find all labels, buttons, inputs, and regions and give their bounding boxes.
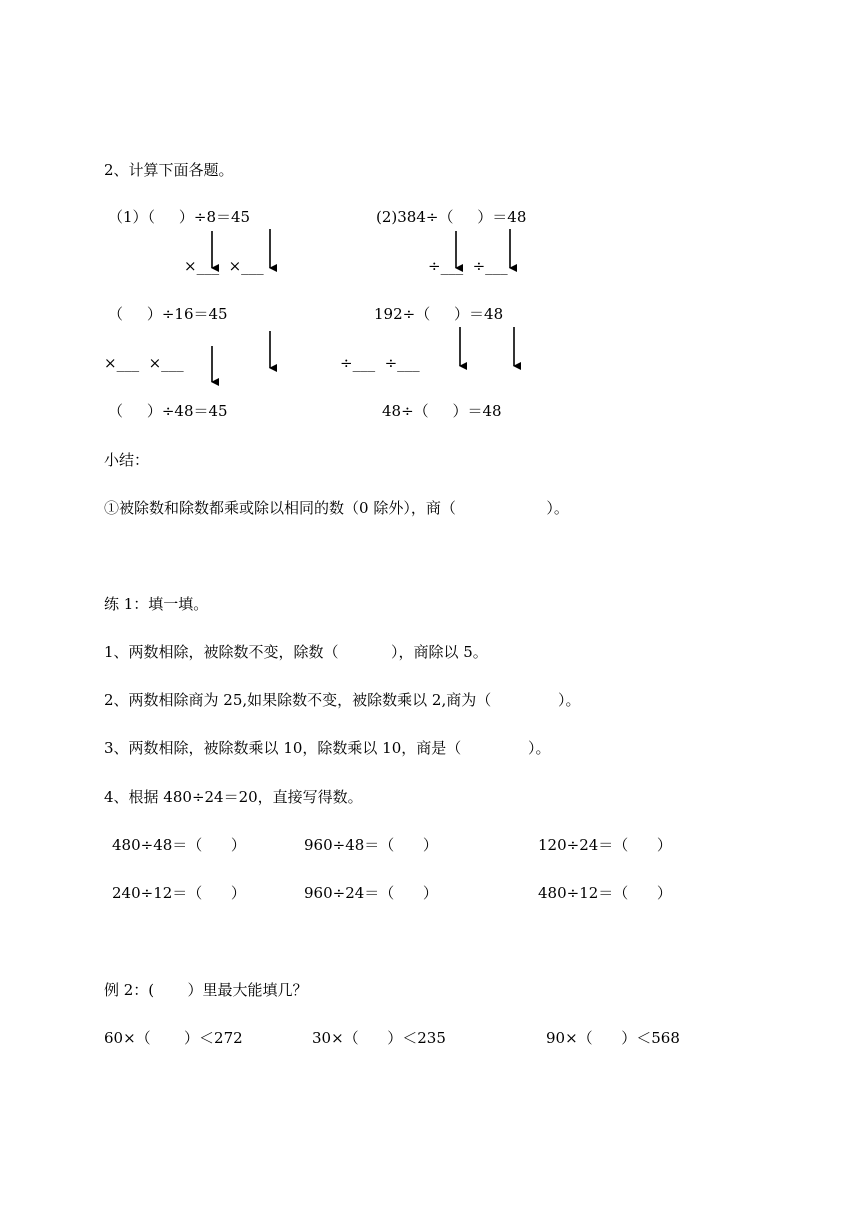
summary-title: 小结：: [104, 451, 150, 469]
problem1-operators1: ×___ ×___: [184, 257, 264, 275]
problem1-equation1: （1）（ ）÷8＝45: [108, 208, 251, 226]
problem2-operators2: ÷___ ÷___: [340, 354, 420, 372]
calc-item: 480÷48＝（ ）: [112, 836, 246, 854]
inequality-item: 60×（ ）＜272: [104, 1029, 243, 1047]
calc-item: 120÷24＝（ ）: [538, 836, 672, 854]
problem2-equation1: (2)384÷（ ）＝48: [376, 208, 527, 226]
calc-item: 960÷48＝（ ）: [304, 836, 438, 854]
problem2-equation3: 48÷（ ）＝48: [382, 402, 502, 420]
practice-question-2: 2、两数相除商为 25,如果除数不变，被除数乘以 2,商为（ ）。: [104, 691, 581, 709]
problem1-equation2: （ ）÷16＝45: [108, 305, 228, 323]
practice-question-4: 4、根据 480÷24＝20，直接写得数。: [104, 788, 363, 806]
problem2-operators1: ÷___ ÷___: [428, 257, 508, 275]
practice-title: 练 1：填一填。: [104, 595, 209, 613]
problem2-equation2: 192÷（ ）＝48: [374, 305, 504, 323]
practice-question-1: 1、两数相除，被除数不变，除数（ ），商除以 5。: [104, 643, 488, 661]
calc-item: 480÷12＝（ ）: [538, 884, 672, 902]
inequality-item: 90×（ ）＜568: [546, 1029, 680, 1047]
calc-item: 960÷24＝（ ）: [304, 884, 438, 902]
summary-rule: ①被除数和除数都乘或除以相同的数（0 除外），商（ ）。: [104, 499, 569, 517]
example-title: 例 2：( ）里最大能填几？: [104, 981, 308, 999]
problem1-operators2: ×___ ×___: [104, 354, 184, 372]
calc-item: 240÷12＝（ ）: [112, 884, 246, 902]
practice-question-3: 3、两数相除，被除数乘以 10，除数乘以 10，商是（ ）。: [104, 739, 551, 757]
section-title: 2、计算下面各题。: [104, 161, 234, 179]
inequality-item: 30×（ ）＜235: [312, 1029, 446, 1047]
problem1-equation3: （ ）÷48＝45: [108, 402, 228, 420]
